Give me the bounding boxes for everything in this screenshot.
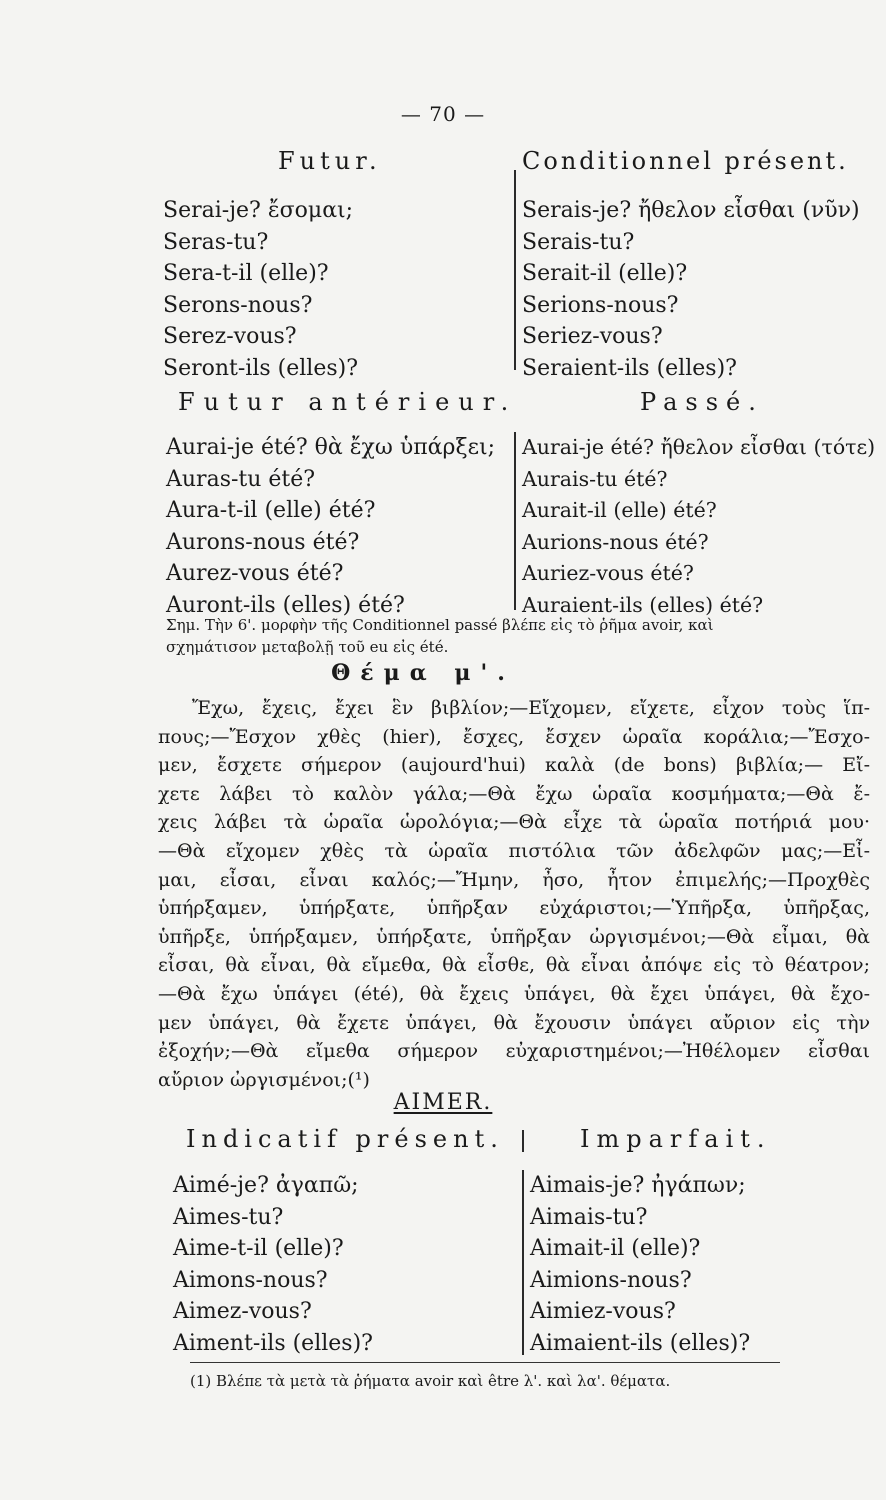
- heading-divider: [522, 1130, 524, 1152]
- theme-heading: Θέμα μ'.: [331, 660, 515, 686]
- conditionnel-line-3: Serait-il (elle)?: [522, 261, 688, 286]
- conditionnel-line-1: Serais-je? ἤθελον εἶσθαι (νῦν): [522, 198, 860, 223]
- futur-line-1: Serai-je? ἔσομαι;: [163, 198, 354, 223]
- conditionnel-line-5: Seriez-vous?: [522, 324, 663, 349]
- theme-line-13: ἐξοχήν;—Θὰ εἴμεθα σήμερον εὐχαριστημένοι;—Ἠθέλομεν εἶσθαι: [158, 1040, 870, 1063]
- futur-line-4: Serons-nous?: [163, 292, 313, 318]
- theme-line-9: ὑπῆρξε, ὑπήρξαμεν, ὑπήρξατε, ὑπῆρξαν ὠργισμένοι;—Θὰ εἶμαι, θὰ: [158, 925, 870, 948]
- imparfait-line-6: Aimaient-ils (elles)?: [530, 1330, 751, 1356]
- remark-line-1: Σημ. Τὴν 6'. μορφὴν τῆς Conditionnel passé βλέπε εἰς τὸ ῥῆμα avoir, καὶ: [166, 616, 714, 634]
- theme-line-12: μεν ὑπάγει, θὰ ἔχετε ὑπάγει, θὰ ἔχουσιν ὑπάγει αὔριον εἰς τὴν: [158, 1011, 870, 1034]
- conditionnel-present-heading: Conditionnel présent.: [522, 147, 849, 175]
- futur-line-2: Seras-tu?: [163, 229, 269, 255]
- imparfait-line-1: Aimais-je? ἠγάπων;: [530, 1173, 746, 1198]
- theme-line-10: εἶσαι, θὰ εἶναι, θὰ εἴμεθα, θὰ εἶσθε, θὰ εἶναι ἀπόψε εἰς τὸ θέατρον;: [158, 954, 870, 977]
- remark: [166, 614, 714, 658]
- conditionnel-line-4: Serions-nous?: [522, 292, 679, 318]
- futur-line-5: Serez-vous?: [163, 324, 297, 349]
- theme-line-4: χετε λάβει τὸ καλὸν γάλα;—Θὰ ἔχω ὡραῖα κοσμήματα;—Θὰ ἔ-: [158, 782, 870, 805]
- imparfait-conjugation: [530, 1170, 750, 1359]
- aimer-heading: AIMER.: [393, 1090, 493, 1115]
- imparfait-line-5: Aimiez-vous?: [530, 1299, 676, 1324]
- futur-anterieur-heading: Futur antérieur.: [178, 388, 518, 416]
- theme-line-2: πους;—Ἔσχον χθὲς (hier), ἔσχες, ἔσχεν ὡραῖα κοράλια;—Ἔσχο-: [158, 725, 870, 748]
- futur-line-6: Seront-ils (elles)?: [163, 355, 359, 381]
- futur-anterieur-line-2: Auras-tu été?: [166, 466, 316, 492]
- indicatif-present-heading: Indicatif présent.: [186, 1125, 504, 1153]
- passe-line-5: Auriez-vous été?: [522, 561, 694, 585]
- imparfait-line-2: Aimais-tu?: [530, 1204, 648, 1230]
- futur-heading: Futur.: [278, 147, 382, 175]
- passe-line-3: Aurait-il (elle) été?: [522, 498, 717, 522]
- indicatif-line-5: Aimez-vous?: [173, 1299, 312, 1324]
- theme-line-7: μαι, εἶσαι, εἶναι καλός;—Ἤμην, ἦσο, ἦτον ἐπιμελής;—Προχθὲς: [158, 868, 870, 891]
- futur-conjugation: [163, 195, 358, 384]
- theme-line-6: —Θὰ εἴχομεν χθὲς τὰ ὡραῖα πιστόλια τῶν ἀδελφῶν μας;—Εἶ-: [158, 839, 870, 862]
- theme-line-11: —Θὰ ἔχω ὑπάγει (été), θὰ ἔχεις ὑπάγει, θὰ ἔχει ὑπάγει, θὰ ἔχο-: [158, 982, 870, 1005]
- indicatif-line-2: Aimes-tu?: [173, 1204, 284, 1230]
- remark-line-2: σχημάτισον μεταβολῇ τοῦ eu εἰς été.: [166, 638, 449, 656]
- indicatif-line-3: Aime-t-il (elle)?: [173, 1236, 344, 1261]
- column-divider: [514, 432, 516, 610]
- column-divider: [514, 170, 516, 370]
- conditionnel-line-6: Seraient-ils (elles)?: [522, 355, 737, 381]
- theme-line-8: ὑπήρξαμεν, ὑπήρξατε, ὑπῆρξαν εὐχάριστοι;—Ὑπῆρξα, ὑπῆρξας,: [158, 897, 870, 920]
- passe-line-2: Aurais-tu été?: [522, 466, 668, 491]
- passe-line-6: Auraient-ils (elles) été?: [522, 592, 764, 617]
- theme-line-1: Ἔχω, ἔχεις, ἔχει ἓν βιβλίον;—Εἴχομεν, εἴχετε, εἶχον τοὺς ἵπ-: [192, 697, 870, 719]
- conditionnel-line-2: Serais-tu?: [522, 229, 635, 255]
- footnote: (1) Βλέπε τὰ μετὰ τὰ ῥήματα avoir καὶ être λ'. καὶ λα'. θέματα.: [190, 1372, 671, 1390]
- theme-exercise-paragraph: [158, 694, 870, 1094]
- passe-line-4: Aurions-nous été?: [522, 529, 709, 554]
- theme-line-5: χεις λάβει τὰ ὡραῖα ὡρολόγια;—Θὰ εἶχε τὰ ὡραῖα ποτήριά μου·: [158, 811, 870, 834]
- futur-anterieur-line-4: Aurons-nous été?: [166, 529, 360, 555]
- indicatif-line-6: Aiment-ils (elles)?: [173, 1330, 373, 1356]
- imparfait-heading: Imparfait.: [580, 1125, 772, 1153]
- futur-anterieur-line-6: Auront-ils (elles) été?: [166, 592, 405, 618]
- futur-anterieur-conjugation: [166, 432, 495, 621]
- futur-anterieur-line-1: Aurai-je été? θὰ ἔχω ὑπάρξει;: [166, 435, 496, 460]
- futur-anterieur-line-5: Aurez-vous été?: [166, 561, 344, 586]
- imparfait-line-3: Aimait-il (elle)?: [530, 1236, 701, 1261]
- imparfait-line-4: Aimions-nous?: [530, 1267, 692, 1293]
- futur-line-3: Sera-t-il (elle)?: [163, 261, 329, 286]
- theme-line-14: αὔριον ὠργισμένοι;(¹): [158, 1068, 370, 1091]
- indicatif-line-1: Aimé-je? ἀγαπῶ;: [173, 1173, 359, 1198]
- indicatif-line-4: Aimons-nous?: [173, 1267, 328, 1293]
- footnote-rule: [190, 1362, 780, 1363]
- futur-anterieur-line-3: Aura-t-il (elle) été?: [166, 498, 376, 523]
- theme-line-3: μεν, ἔσχετε σήμερον (aujourd'hui) καλὰ (de bons) βιβλία;— Εἴ-: [158, 754, 870, 777]
- passe-line-1: Aurai-je été? ἤθελον εἶσθαι (τότε): [522, 435, 876, 459]
- column-divider: [522, 1170, 524, 1355]
- indicatif-present-conjugation: [173, 1170, 373, 1359]
- passe-heading: Passé.: [640, 388, 764, 416]
- conditionnel-present-conjugation: [522, 195, 860, 384]
- page-number: — 70 —: [400, 102, 486, 126]
- passe-conjugation: [522, 432, 875, 621]
